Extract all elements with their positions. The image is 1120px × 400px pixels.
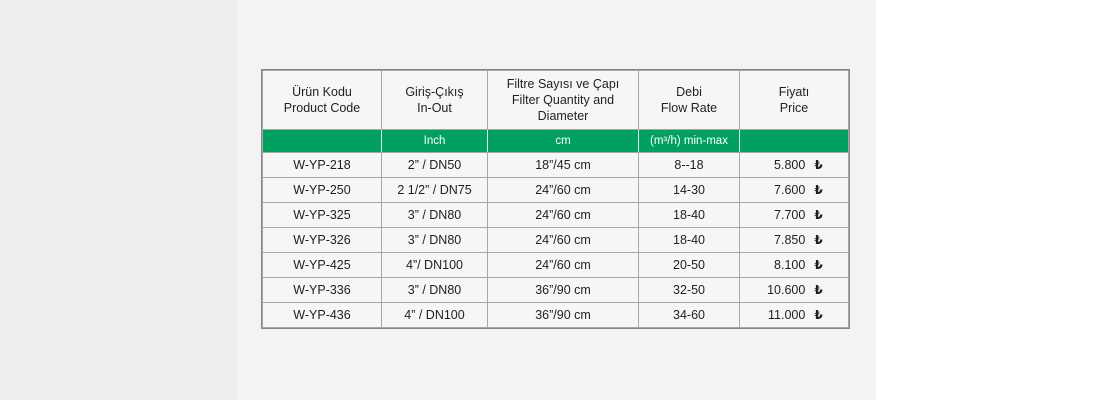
cell-price bbox=[740, 278, 849, 303]
cell-product-code: W-YP-436 bbox=[263, 303, 382, 328]
lira-sign: ₺ bbox=[814, 158, 823, 172]
cell-price bbox=[740, 203, 849, 228]
price-value: 11.000 bbox=[768, 308, 806, 322]
cell-in-out: 4” / DN100 bbox=[382, 303, 488, 328]
cell-in-out: 3” / DN80 bbox=[382, 278, 488, 303]
header-title-en: Product Code bbox=[283, 101, 361, 115]
header-title-tr: Ürün Kodu bbox=[292, 84, 352, 99]
header-title-en: In-Out bbox=[417, 101, 452, 115]
table-row bbox=[263, 303, 849, 328]
column-header-product-code bbox=[263, 71, 382, 130]
column-header-filter bbox=[488, 71, 639, 130]
price-value: 7.850 bbox=[774, 233, 806, 247]
table-row bbox=[263, 228, 849, 253]
price-value: 8.100 bbox=[774, 258, 806, 272]
cell-flow-rate: 32-50 bbox=[639, 278, 740, 303]
price-value: 10.600 bbox=[767, 283, 806, 297]
cell-price bbox=[740, 153, 849, 178]
table-row bbox=[263, 278, 849, 303]
cell-flow-rate: 18-40 bbox=[639, 228, 740, 253]
cell-flow-rate: 18-40 bbox=[639, 203, 740, 228]
cell-in-out: 4”/ DN100 bbox=[382, 253, 488, 278]
cell-filter: 18”/45 cm bbox=[488, 153, 639, 178]
cell-filter: 24”/60 cm bbox=[488, 253, 639, 278]
cell-filter: 36”/90 cm bbox=[488, 303, 639, 328]
cell-in-out: 2 1/2” / DN75 bbox=[382, 178, 488, 203]
table-row bbox=[263, 203, 849, 228]
cell-price bbox=[740, 228, 849, 253]
lira-sign: ₺ bbox=[814, 233, 823, 247]
price-table-frame bbox=[261, 69, 850, 329]
header-title-en: Flow Rate bbox=[660, 101, 718, 115]
cell-product-code: W-YP-326 bbox=[263, 228, 382, 253]
unit-cell-flow-rate: (m³/h) min-max bbox=[639, 130, 740, 153]
cell-price bbox=[740, 253, 849, 278]
header-title-tr: Filtre Sayısı ve Çapı bbox=[506, 76, 620, 91]
header-title-tr: Giriş-Çıkış bbox=[405, 84, 464, 99]
unit-cell-price bbox=[740, 130, 849, 153]
column-header-flow-rate bbox=[639, 71, 740, 130]
table-row bbox=[263, 178, 849, 203]
table-header bbox=[263, 71, 849, 130]
unit-cell-product-code bbox=[263, 130, 382, 153]
cell-product-code: W-YP-325 bbox=[263, 203, 382, 228]
cell-in-out: 2” / DN50 bbox=[382, 153, 488, 178]
lira-sign: ₺ bbox=[814, 258, 823, 272]
lira-sign: ₺ bbox=[814, 283, 823, 297]
price-value: 7.600 bbox=[774, 183, 806, 197]
page-right-panel bbox=[876, 0, 1120, 400]
unit-cell-filter: cm bbox=[488, 130, 639, 153]
cell-filter: 24”/60 cm bbox=[488, 203, 639, 228]
header-title-tr: Fiyatı bbox=[778, 84, 810, 99]
cell-product-code: W-YP-218 bbox=[263, 153, 382, 178]
product-price-table bbox=[262, 70, 849, 328]
cell-in-out: 3” / DN80 bbox=[382, 203, 488, 228]
cell-product-code: W-YP-425 bbox=[263, 253, 382, 278]
lira-sign: ₺ bbox=[814, 208, 823, 222]
cell-product-code: W-YP-250 bbox=[263, 178, 382, 203]
cell-flow-rate: 14-30 bbox=[639, 178, 740, 203]
cell-in-out: 3” / DN80 bbox=[382, 228, 488, 253]
table-row bbox=[263, 153, 849, 178]
cell-product-code: W-YP-336 bbox=[263, 278, 382, 303]
unit-row bbox=[263, 130, 849, 153]
cell-flow-rate: 20-50 bbox=[639, 253, 740, 278]
header-title-en: Price bbox=[779, 101, 809, 115]
table-row bbox=[263, 253, 849, 278]
header-title-tr: Debi bbox=[676, 84, 702, 99]
cell-filter: 36”/90 cm bbox=[488, 278, 639, 303]
cell-price bbox=[740, 178, 849, 203]
lira-sign: ₺ bbox=[814, 308, 823, 322]
cell-filter: 24”/60 cm bbox=[488, 178, 639, 203]
column-header-in-out bbox=[382, 71, 488, 130]
header-row bbox=[263, 71, 849, 130]
cell-flow-rate: 8--18 bbox=[639, 153, 740, 178]
cell-flow-rate: 34-60 bbox=[639, 303, 740, 328]
table-body bbox=[263, 130, 849, 328]
unit-cell-in-out: Inch bbox=[382, 130, 488, 153]
lira-sign: ₺ bbox=[814, 183, 823, 197]
cell-price bbox=[740, 303, 849, 328]
column-header-price bbox=[740, 71, 849, 130]
cell-filter: 24”/60 cm bbox=[488, 228, 639, 253]
price-value: 5.800 bbox=[774, 158, 806, 172]
header-title-en: Filter Quantity and Diameter bbox=[511, 92, 615, 124]
price-value: 7.700 bbox=[774, 208, 806, 222]
